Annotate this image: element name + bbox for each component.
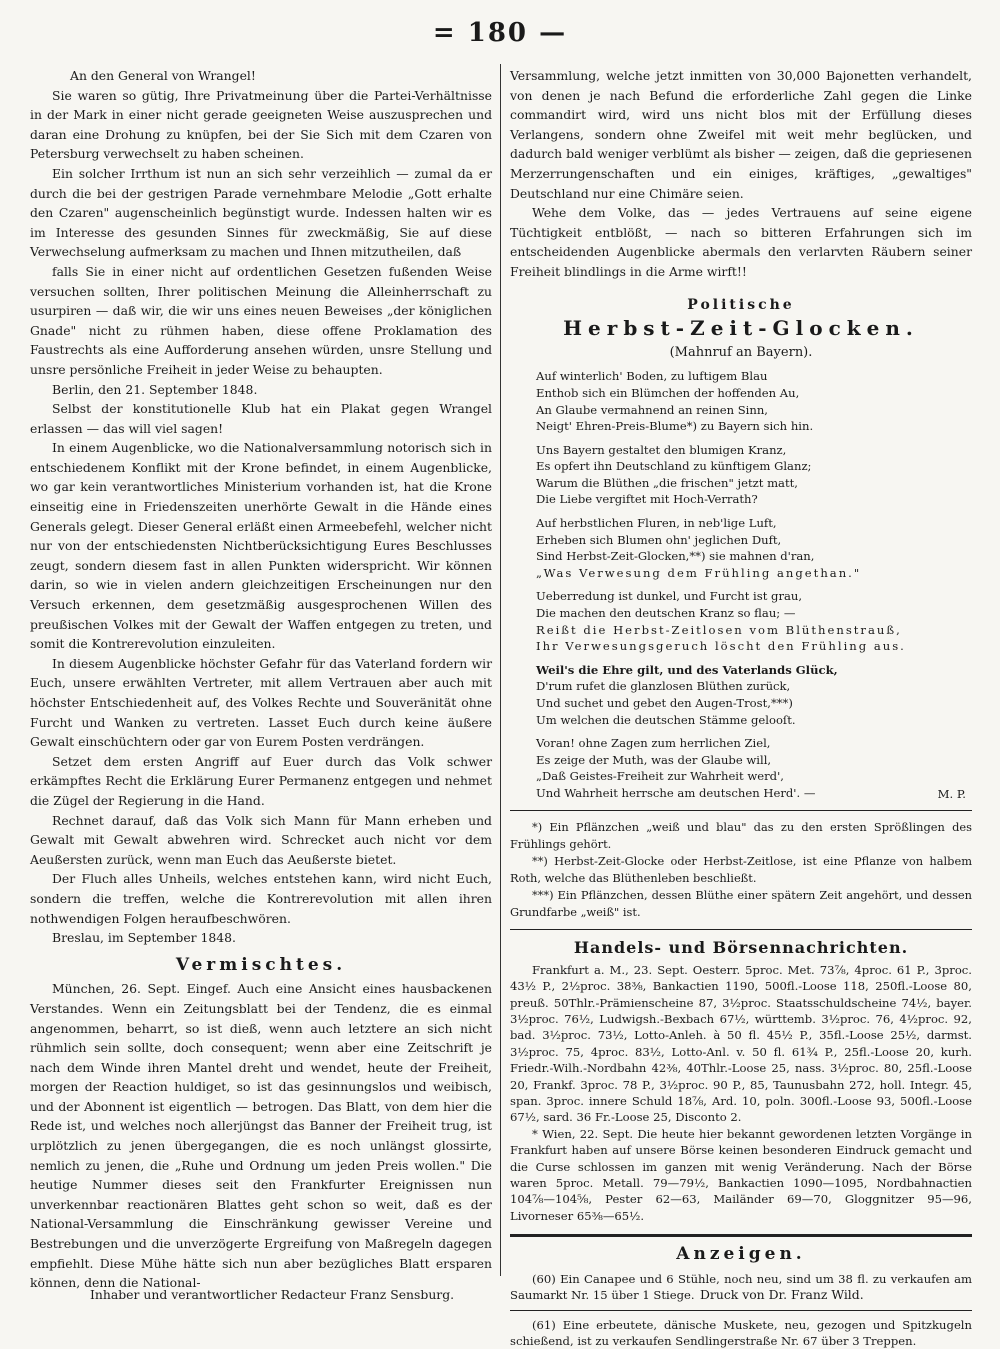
poem-line: Es opfert ihn Deutschland zu künftigem Glanz; <box>536 459 812 474</box>
poem-line: Die Liebe vergiftet mit Hoch-Verrath? <box>536 492 758 507</box>
paragraph: Selbst der konstitutionelle Klub hat ein Plakat gegen Wrangel erlassen — das will viel sagen! <box>30 401 492 436</box>
poem <box>510 368 972 802</box>
poem-line: Ueberredung ist dunkel, und Furcht ist grau, <box>536 589 803 604</box>
column-divider <box>500 64 501 1276</box>
section-heading-anzeigen: Anzeigen. <box>676 1244 806 1265</box>
paragraph: In einem Augenblicke, wo die Nationalversammlung notorisch sich in entschiedenem Konflikt mit der Krone befindet, in einem Augenblicke, wo gar kein verantwortliches Ministerium vorhanden ist, hat die Krone einseitig eine in Friedenszeiten unerhörte Gewalt in die Hände eines Generals gelegt. Dieser General erläßt einen Armeebefehl, welcher nicht nur von der entschiedensten Nichtberücksichtigung Eures Beschlusses zeugt, sondern diesem fast in allen Punkten widerspricht. Wir können darin, so wie in vielen andern gleichzeitigen Erscheinungen nur den Versuch erkennen, dem gesetzmäßig ausgesprochenen Willen des preußischen Volkes mit der Gewalt der Waffen entgegen zu treten, und somit die Kontrerevolution einzuleiten. <box>30 440 492 652</box>
footnote: *) Ein Pflänzchen „weiß und blau" das zu den ersten Sprößlingen des Frühlings gehört. <box>510 820 972 852</box>
paragraph: Wehe dem Volke, das — jedes Vertrauens auf seine eigene Tüchtigkeit entblößt, — nach so bitteren Erfahrungen sich im entscheidenden Augenblicke abermals den verlarvten Räubern seiner Freiheit blindlings in die Arme wirft!! <box>510 205 972 279</box>
paragraph: Der Fluch alles Unheils, welches entstehen kann, wird nicht Euch, sondern die treffen, welche die Kontrerevolution mit allen ihren nothwendigen Folgen heraufbeschwören. <box>30 871 492 926</box>
divider <box>510 929 972 930</box>
poem-line: Es zeige der Muth, was der Glaube will, <box>536 752 772 767</box>
poem-kicker: Politische <box>687 296 795 313</box>
paragraph: Setzet dem ersten Angriff auf Euer durch das Volk schwer erkämpftes Recht die Erklärung Eurer Permanenz entgegen und nehmet die Zügel der Regierung in die Hand. <box>30 753 492 808</box>
divider <box>510 1310 972 1311</box>
market-wien: * Wien, 22. Sept. Die heute hier bekannt gewordenen letzten Vorgänge in Frankfurt haben auf unsere Börse keinen besonderen Eindruck gemacht und die Curse schlossen im ganzen mit wenig Veränderung. Nach der Börse waren 5proc. Metall. 79—79½, Bankactien 1090—1095, Nordbahnactien 104⅞—104⅝, Pester 62—63, Mailänder 69—70, Gloggnitzer 95—96, Livorneser 65⅜—65½. <box>510 1126 972 1223</box>
section-heading-vermischtes: Vermischtes. <box>175 954 347 975</box>
poem-stanza <box>536 588 972 654</box>
advertisement: (61) Eine erbeutete, dänische Muskete, neu, gezogen und Spitzkugeln schießend, ist zu verkaufen Sendlingerstraße Nr. 67 über 3 Treppen. <box>510 1317 972 1349</box>
section-heading-handel: Handels- und Börsennachrichten. <box>573 938 909 958</box>
poem-line: Ihr Verwesungsgeruch löscht den Frühling aus. <box>536 639 906 654</box>
poem-line: Und suchet und gebet den Augen-Trost,***) <box>536 696 793 710</box>
poem-line: „Was Verwesung dem Frühling angethan." <box>536 565 862 580</box>
poem-line: An Glaube vermahnend an reinen Sinn, <box>536 402 768 417</box>
footnote: ***) Ein Pflänzchen, dessen Blüthe einer spätern Zeit angehört, und dessen Grundfarbe „weiß" ist. <box>510 888 972 920</box>
footnote: **) Herbst-Zeit-Glocke oder Herbst-Zeitlose, ist eine Pflanze von halbem Roth, welche das Blüthenleben beschließt. <box>510 854 972 886</box>
poem-line: Sind Herbst-Zeit-Glocken,**) sie mahnen d'ran, <box>536 549 815 564</box>
poem-title: Herbst-Zeit-Glocken. <box>563 316 919 341</box>
divider <box>510 810 972 811</box>
poem-subtitle: (Mahnruf an Bayern). <box>669 344 813 360</box>
poem-stanza <box>536 662 972 728</box>
advertisements <box>510 1271 972 1349</box>
footnotes <box>510 819 972 921</box>
salutation: An den General von Wrangel! <box>70 68 256 83</box>
page-number: = 180 — <box>432 18 568 48</box>
paragraph: Sie waren so gütig, Ihre Privatmeinung über die Partei-Verhältnisse in der Mark in einer nicht gerade geeigneten Weise auszusprechen und daran eine Drohung zu knüpfen, bei der Sie Sich mit dem Czaren von Petersburg verwechselt zu haben scheinen. <box>30 87 492 162</box>
market-frankfurt: Frankfurt a. M., 23. Sept. Oesterr. 5proc. Met. 73⅞, 4proc. 61 P., 3proc. 43½ P., 2½proc. 38⅜, Bankactien 1190, 500fl.-Loose 118, 250fl.-Loose 80, preuß. 50Thlr.-Prämienscheine 87, 3½proc. Staatsschuldscheine 74½, bayer. 3½proc. 76½, Ludwigsh.-Bexbach 67½, württemb. 3½proc. 76, 4½proc. 92, bad. 3½proc. 73½, Lotto-Anleh. à 50 fl. 45½ P., 35fl.-Loose 25½, darmst. 3½proc. 75, 4proc. 83½, Lotto-Anl. v. 50 fl. 61¾ P., 25fl.-Loose 20, kurh. Friedr.-Wilh.-Nordbahn 42⅜, 40Thlr.-Loose 25, nass. 3½proc. 80, 25fl.-Loose 20, Frankf. 3proc. 78 P., 3½proc. 90 P., 85, Taunusbahn 272, holl. Integr. 45, span. 3proc. innere Schuld 18⅞, Ard. 10, poln. 300fl.-Loose 93, 500fl.-Loose 67½, sard. 36 Fr.-Loose 25, Disconto 2. <box>510 962 972 1125</box>
poem-line: Um welchen die deutschen Stämme gelooſt. <box>536 712 796 727</box>
poem-line: „Daß Geistes-Freiheit zur Wahrheit werd', <box>536 769 784 784</box>
paragraph: falls Sie in einer nicht auf ordentlichen Gesetzen fußenden Weise versuchen sollten, Ihrer politischen Meinung die Alleinherrschaft zu usurpiren — daß wir, die wir uns eines neuen Beweises „der königlichen Gnade" nicht zu rühmen haben, diese offene Proklamation des Faustrechts als eine Aufforderung ansehen würden, unsre Stellung und unsre persönliche Freiheit in jeder Weise zu behaupten. <box>30 263 492 377</box>
dateline: Berlin, den 21. September 1848. <box>52 381 258 397</box>
poem-line: Und Wahrheit herrsche am deutschen Herd'. — <box>536 785 816 800</box>
poem-stanza <box>536 442 972 508</box>
market-report <box>510 962 972 1225</box>
left-column <box>30 66 492 1293</box>
footer-editor: Inhaber und verantwortlicher Redacteur Franz Sensburg. <box>90 1287 455 1302</box>
poem-line: Warum die Blüthen „die frischen" jetzt matt, <box>536 475 798 490</box>
paragraph: München, 26. Sept. Eingef. Auch eine Ansicht eines hausbackenen Verstandes. Wenn ein Zeitungsblatt bei der Tendenz, die es einmal angenommen, beharrt, so ist dieß, wenn auch letztere an sich nicht rühmlich sein sollte, doch consequent; wenn aber eine Zeitschrift je nach dem Winde ihren Mantel dreht und wendet, heute der Freiheit, morgen der Reaction huldiget, so ist das gesinnungslos und weibisch, und der Abonnent ist eigentlich — betrogen. Das Blatt, von dem hier die Rede ist, und welches noch allerjüngst das Banner der Freiheit trug, ist urplötzlich zu jenen übergegangen, die es noch unlängst glossirte, nemlich zu jenen, die „Ruhe und Ordnung um jeden Preis wollen." Die heutige Nummer dieses seit den Frankfurter Ereignissen nun unverkennbar reactionären Blattes geht schon so weit, daß es der National-Versammlung die Einschränkung gewisser Vereine und Bestrebungen und die unverzögerte Ergreifung von Maßregeln dagegen empfiehlt. Diese Mühe hätte sich nun aber bezügliches Blatt ersparen können, denn die National- <box>30 981 492 1291</box>
right-column <box>510 66 972 1349</box>
divider <box>510 1234 972 1237</box>
poem-stanza <box>536 368 972 434</box>
poem-line: Weil's die Ehre gilt, und des Vaterlands Glück, <box>536 662 838 677</box>
poem-line: Auf herbstlichen Fluren, in neb'lige Luft, <box>536 516 777 531</box>
poem-line: Neigt' Ehren-Preis-Blume*) zu Bayern sich hin. <box>536 419 814 434</box>
poem-line: Auf winterlich' Boden, zu luftigem Blau <box>536 369 768 384</box>
poem-signature: M. P. <box>937 786 966 801</box>
poem-stanza <box>536 515 972 581</box>
dateline: Breslau, im September 1848. <box>52 930 236 946</box>
paragraph: In diesem Augenblicke höchster Gefahr für das Vaterland fordern wir Euch, unsere erwählten Vertreter, mit allem Vertrauen aber auch mit höchster Entschiedenheit auf, des Volkes Rechte und Souveränität ohne Furcht und Wanken zu vertreten. Lasset Euch durch keine äußere Gewalt einschüchtern oder gar von Eurem Posten verdrängen. <box>30 655 492 750</box>
poem-line: Erheben sich Blumen ohn' jeglichen Duft, <box>536 532 782 547</box>
poem-line: Enthob sich ein Blümchen der hoffenden Au, <box>536 385 800 400</box>
poem-line: D'rum rufet die glanzlosen Blüthen zurück, <box>536 679 791 694</box>
poem-line: Uns Bayern gestaltet den blumigen Kranz, <box>536 442 787 457</box>
footer-printer: Druck von Dr. Franz Wild. <box>700 1287 864 1302</box>
paragraph: Versammlung, welche jetzt inmitten von 30,000 Bajonetten verhandelt, von denen je nach Befund die erforderliche Zahl gegen die Linke commandirt wird, wird uns nicht blos mit der Erfüllung dieses Verlangens, sondern ohne Zweifel mit weit mehr beglücken, und dadurch bald weniger verblümt als bisher — zeigen, daß die gepriesenen Merzerrungenschaften und ein einiges, kräftiges, „gewaltiges" Deutschland nur eine Chimäre seien. <box>510 68 972 201</box>
paragraph: Rechnet darauf, daß das Volk sich Mann für Mann erheben und Gewalt mit Gewalt abwehren wird. Schrecket auch nicht vor dem Aeußersten zurück, wenn man Euch das Aeußerste bietet. <box>30 812 492 867</box>
paragraph: Ein solcher Irrthum ist nun an sich sehr verzeihlich — zumal da er durch die bei der gestrigen Parade vernehmbare Melodie „Gott erhalte den Czaren" augenscheinlich begünstigt wurde. Indessen halten wir es im Interesse des gesunden Sinnes für zweckmäßig, Sie auf diese Verwechselung aufmerksam zu machen und Ihnen mitzutheilen, daß <box>30 165 492 260</box>
poem-line: Die machen den deutschen Kranz so flau; — <box>536 606 796 621</box>
poem-line: Reißt die Herbst-Zeitlosen vom Blüthenstrauß, <box>536 622 902 637</box>
poem-line: Voran! ohne Zagen zum herrlichen Ziel, <box>536 736 771 751</box>
advertisement: (60) Ein Canapee und 6 Stühle, noch neu, sind um 38 fl. zu verkaufen am Saumarkt Nr. 15 über 1 Stiege. <box>510 1271 972 1303</box>
